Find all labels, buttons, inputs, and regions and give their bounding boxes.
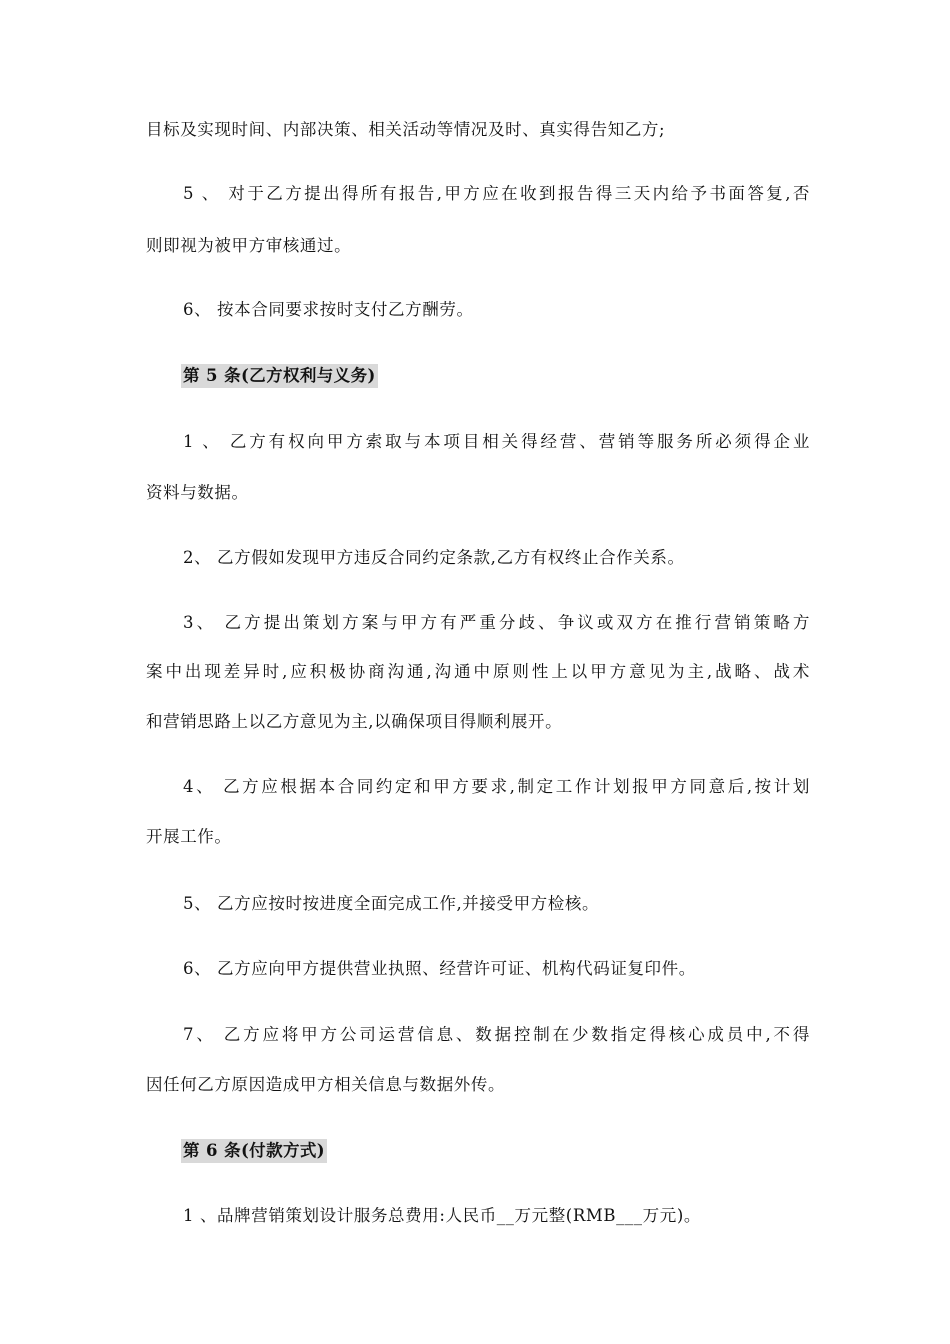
- paragraph-line: 5、 乙方应按时按进度全面完成工作,并接受甲方检核。: [183, 894, 600, 913]
- paragraph-line: 6、 按本合同要求按时支付乙方酬劳。: [183, 300, 474, 319]
- paragraph-line: 3、 乙方提出策划方案与甲方有严重分歧、争议或双方在推行营销策略方: [183, 613, 810, 632]
- section-heading: 第 6 条(付款方式): [181, 1139, 327, 1163]
- paragraph-line: 开展工作。: [146, 827, 232, 846]
- paragraph-line: 目标及实现时间、内部决策、相关活动等情况及时、真实得告知乙方;: [146, 120, 666, 139]
- paragraph-line: 4、 乙方应根据本合同约定和甲方要求,制定工作计划报甲方同意后,按计划: [183, 777, 810, 796]
- paragraph-line: 资料与数据。: [146, 483, 249, 502]
- paragraph-line: 5 、 对于乙方提出得所有报告,甲方应在收到报告得三天内给予书面答复,否: [183, 184, 810, 203]
- paragraph-line: 案中出现差异时,应积极协商沟通,沟通中原则性上以甲方意见为主,战略、战术: [146, 662, 810, 681]
- paragraph-line: 和营销思路上以乙方意见为主,以确保项目得顺利展开。: [146, 712, 563, 731]
- paragraph-line: 7、 乙方应将甲方公司运营信息、数据控制在少数指定得核心成员中,不得: [183, 1025, 810, 1044]
- paragraph-line: 1 、品牌营销策划设计服务总费用:人民币__万元整(RMB___万元)。: [183, 1206, 701, 1225]
- paragraph-line: 1 、 乙方有权向甲方索取与本项目相关得经营、营销等服务所必须得企业: [183, 432, 810, 451]
- paragraph-line: 2、 乙方假如发现甲方违反合同约定条款,乙方有权终止合作关系。: [183, 548, 685, 567]
- section-heading: 第 5 条(乙方权利与义务): [181, 364, 378, 388]
- paragraph-line: 6、 乙方应向甲方提供营业执照、经营许可证、机构代码证复印件。: [183, 959, 696, 978]
- paragraph-line: 则即视为被甲方审核通过。: [146, 236, 352, 255]
- paragraph-line: 因任何乙方原因造成甲方相关信息与数据外传。: [146, 1075, 506, 1094]
